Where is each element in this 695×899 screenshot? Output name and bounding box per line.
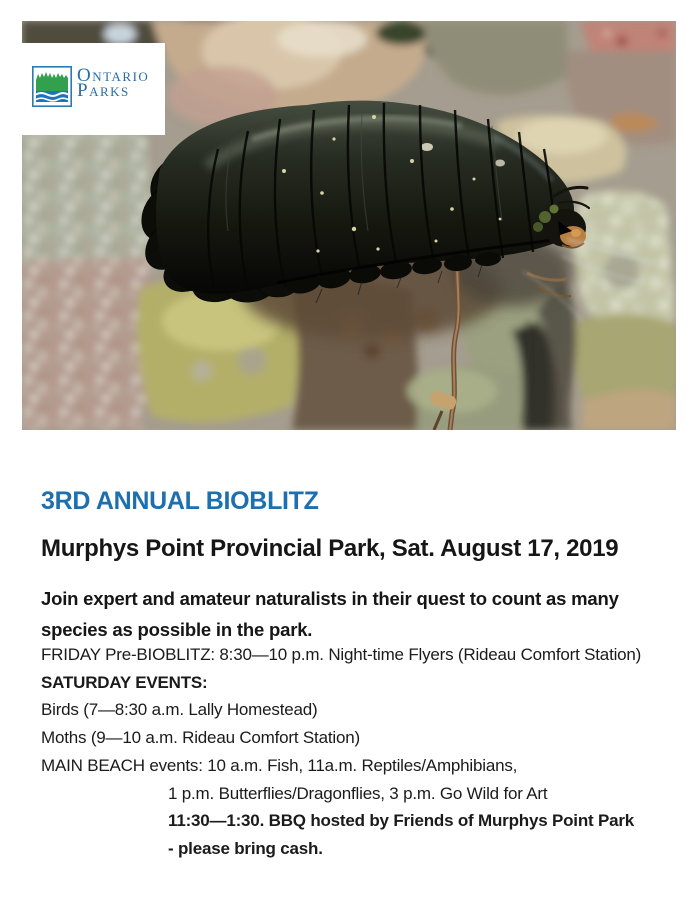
schedule-line: 1 p.m. Butterflies/Dragonflies, 3 p.m. Go Wild for Art <box>168 783 548 803</box>
logo-line-parks: Parks <box>77 80 130 101</box>
schedule-line: Birds (7—8:30 a.m. Lally Homestead) <box>41 700 318 720</box>
intro-paragraph <box>41 583 619 645</box>
schedule-line: Moths (9—10 a.m. Rideau Comfort Station) <box>41 728 360 748</box>
page-title: 3RD ANNUAL BIOBLITZ <box>41 487 319 515</box>
ontario-parks-logo <box>22 43 165 135</box>
schedule-line: SATURDAY EVENTS: <box>41 672 208 692</box>
schedule-line: 11:30—1:30. BBQ hosted by Friends of Murphys Point Park <box>168 811 635 831</box>
larva-photo <box>22 21 676 430</box>
schedule-line: - please bring cash. <box>168 838 323 858</box>
subtitle: Murphys Point Provincial Park, Sat. August 17, 2019 <box>41 535 619 562</box>
logo-line-ontario: Ontario <box>77 65 150 86</box>
schedule-line: FRIDAY Pre-BIOBLITZ: 8:30—10 p.m. Night-time Flyers (Rideau Comfort Station) <box>41 645 642 664</box>
intro-line: Join expert and amateur naturalists in their quest to count as many <box>41 588 619 609</box>
schedule <box>41 641 681 863</box>
schedule-line: MAIN BEACH events: 10 a.m. Fish, 11a.m. Reptiles/Amphibians, <box>41 755 518 775</box>
ontario-parks-wordmark <box>77 65 150 101</box>
intro-line: species as possible in the park. <box>41 619 313 640</box>
ontario-parks-emblem-icon <box>32 66 72 107</box>
